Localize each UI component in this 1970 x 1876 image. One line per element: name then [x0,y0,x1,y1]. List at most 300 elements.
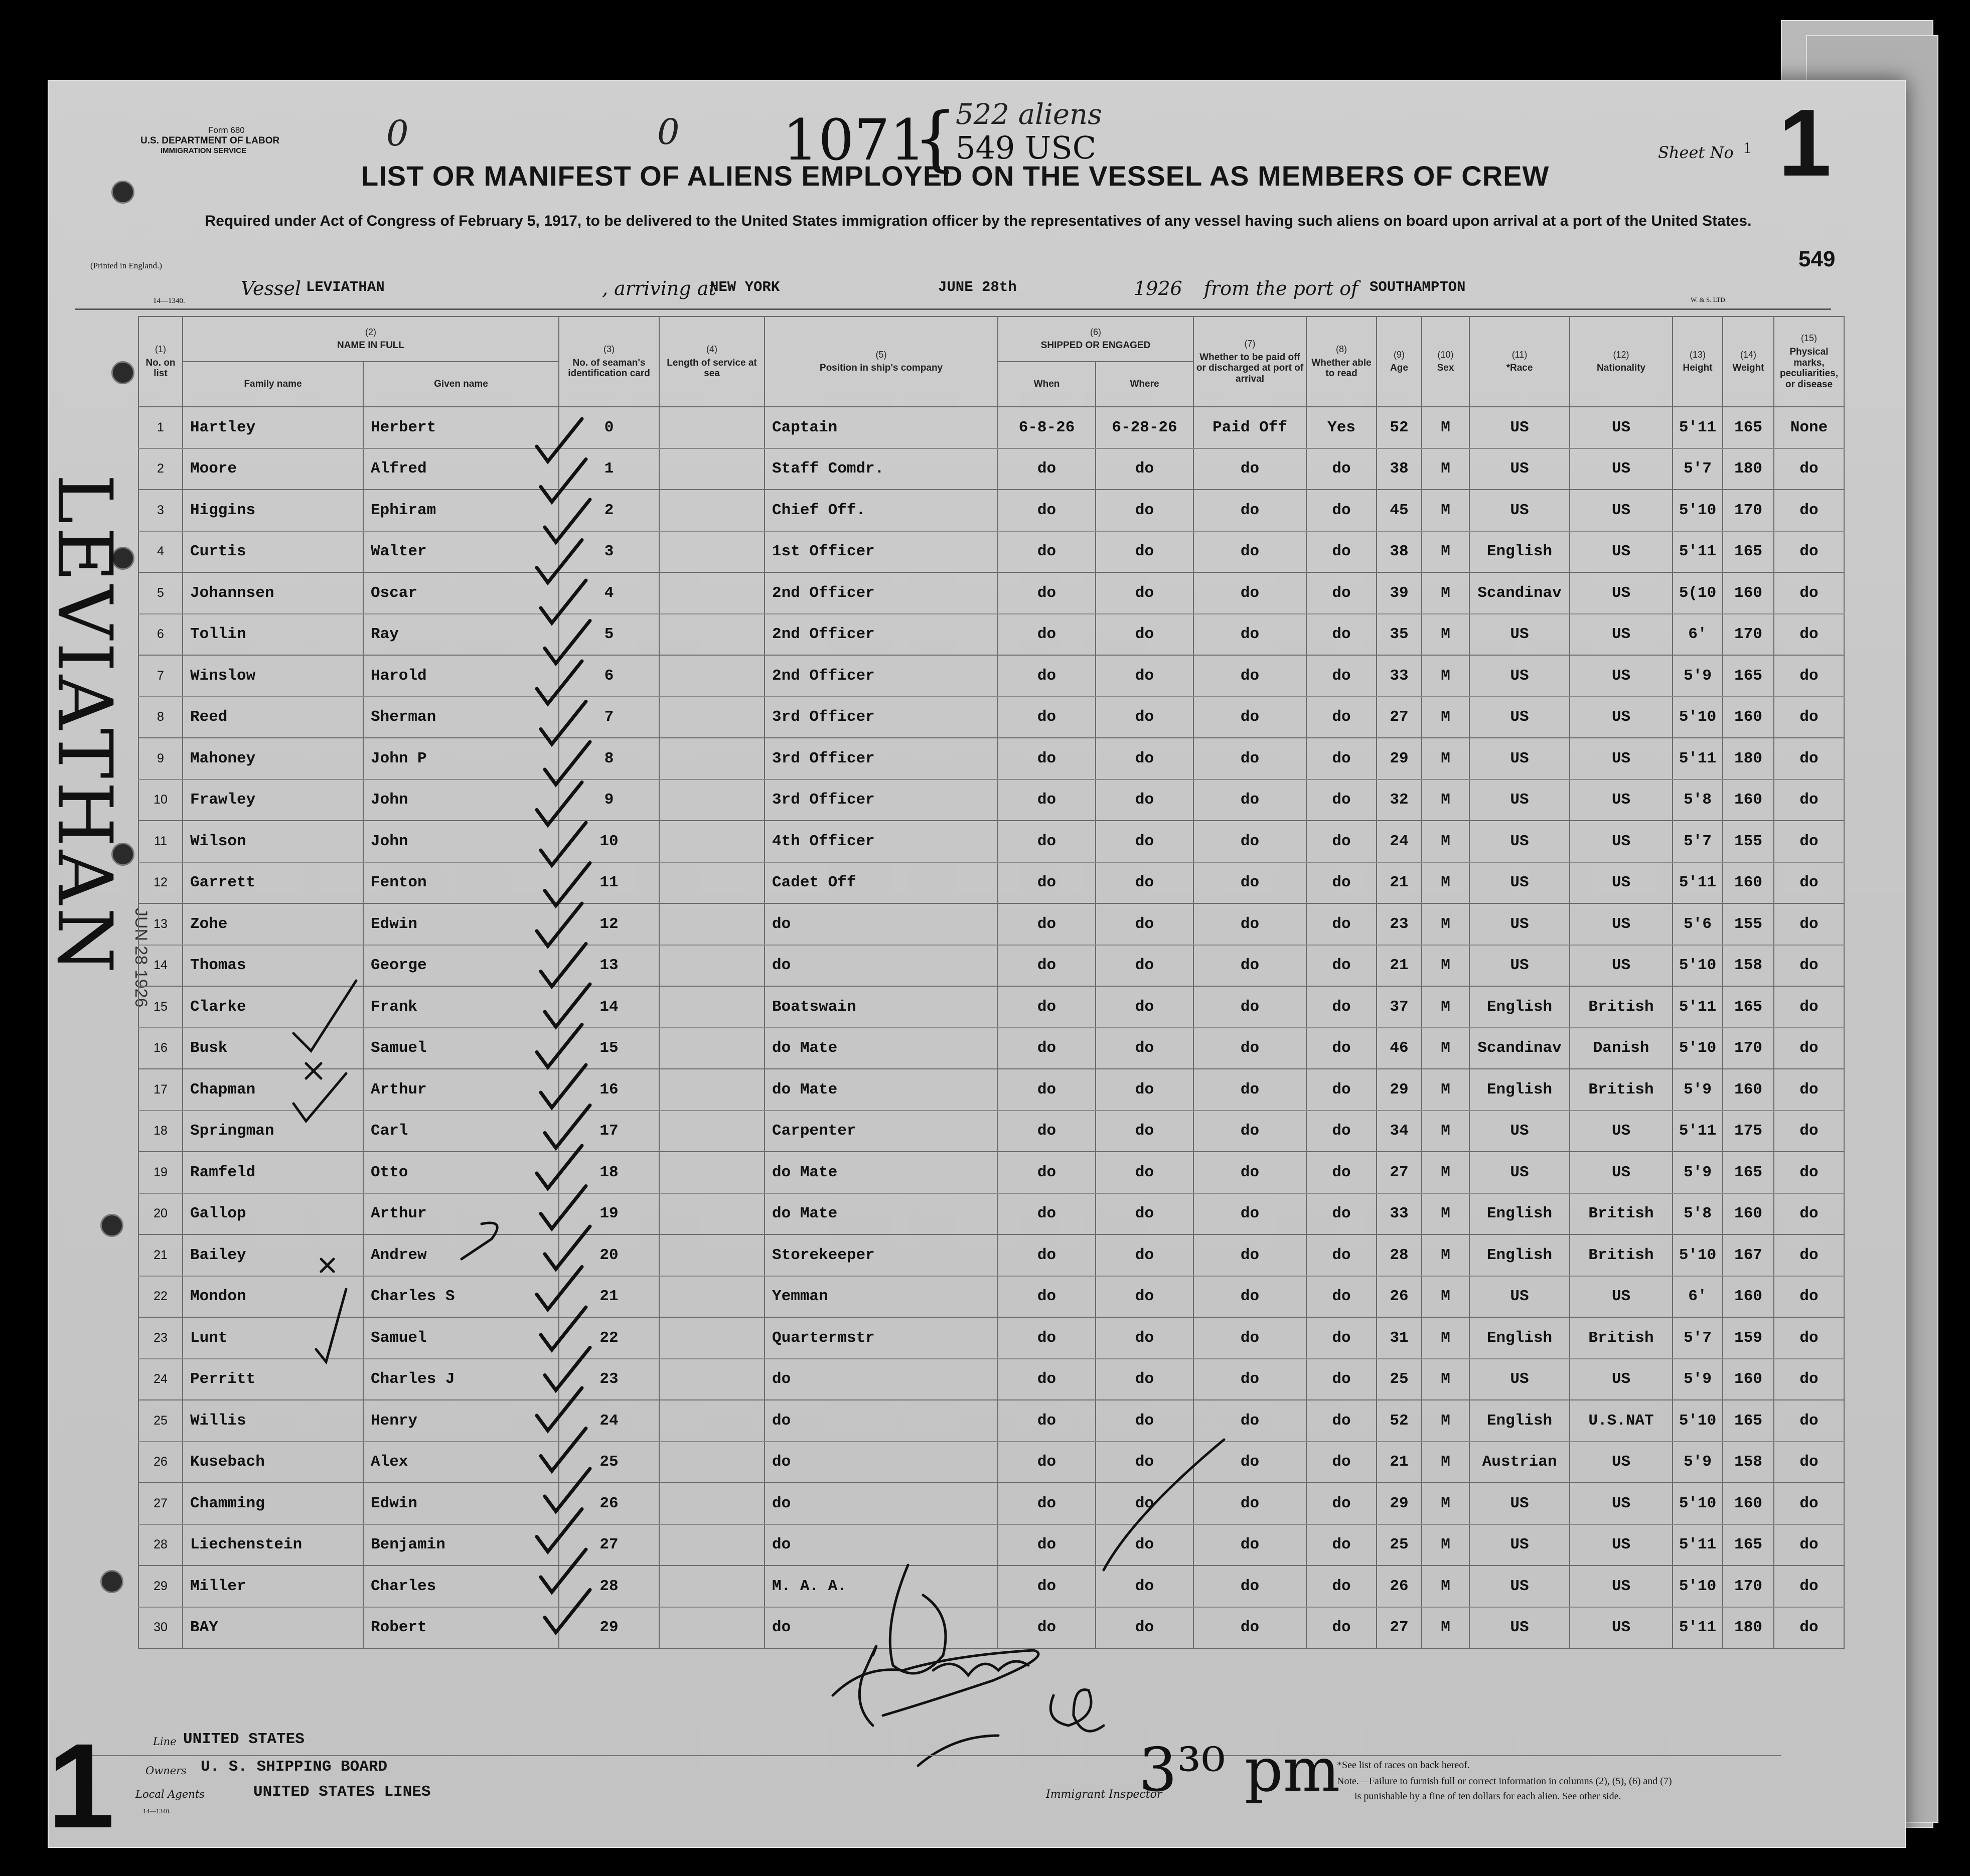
cell-family-name: Kusebach [183,1442,363,1483]
cell-paid-off: do [1193,1152,1306,1193]
cell-id-card-number: 6 [559,655,659,697]
cell-id-card-number: 17 [559,1111,659,1152]
cell-id-card-number: 29 [559,1607,659,1649]
cell-able-to-read: do [1306,1317,1377,1359]
cell-paid-off: do [1193,1483,1306,1524]
cell-sex: M [1422,1442,1469,1483]
page-title: LIST OR MANIFEST OF ALIENS EMPLOYED ON THE VESSEL AS MEMBERS OF CREW [361,160,1550,192]
cell-physical-marks: do [1774,1524,1844,1566]
cell-family-name: Ramfeld [183,1152,363,1193]
sheet-big-number: 1 [1778,90,1832,196]
cell-sex: M [1422,1111,1469,1152]
cell-shipped-when: do [998,1483,1096,1524]
cell-paid-off: do [1193,490,1306,531]
cell-row-number: 22 [138,1276,183,1318]
cell-physical-marks: do [1774,1566,1844,1607]
cell-race: US [1469,1607,1570,1649]
cell-length-of-service [659,986,765,1028]
cell-able-to-read: do [1306,1234,1377,1276]
cell-ship-position: Cadet Off [765,862,998,904]
cell-shipped-where: do [1096,738,1193,779]
cell-nationality: British [1570,1193,1673,1235]
cell-nationality: British [1570,1234,1673,1276]
agents-value: UNITED STATES LINES [253,1783,431,1801]
cell-id-card-number: 16 [559,1069,659,1111]
cell-height: 5'9 [1673,655,1723,697]
cell-family-name: Zohe [183,903,363,945]
table-row [138,407,1844,448]
cell-able-to-read: do [1306,738,1377,779]
col-header-sex: (10) Sex [1422,317,1469,407]
cell-weight: 160 [1723,697,1774,738]
cell-length-of-service [659,1111,765,1152]
cell-sex: M [1422,1276,1469,1318]
cell-row-number: 26 [138,1442,183,1483]
cell-weight: 165 [1723,1400,1774,1442]
col-header-position: (5) Position in ship's company [765,317,998,407]
cell-weight: 165 [1723,1152,1774,1193]
cell-weight: 180 [1723,738,1774,779]
cell-race: English [1469,1317,1570,1359]
cell-paid-off: do [1193,1317,1306,1359]
cell-given-name: Samuel [363,1028,559,1069]
cell-age: 29 [1377,738,1422,779]
cell-shipped-where: do [1096,821,1193,862]
page-code: 549 [1798,247,1836,271]
cell-family-name: Mahoney [183,738,363,779]
cell-length-of-service [659,1317,765,1359]
bottom-left-number: 1 [48,1718,115,1853]
cell-id-card-number: 7 [559,697,659,738]
cell-ship-position: Carpenter [765,1111,998,1152]
cell-id-card-number: 0 [559,407,659,448]
cell-paid-off: do [1193,1276,1306,1318]
cell-sex: M [1422,655,1469,697]
cell-shipped-when: do [998,1069,1096,1111]
cell-family-name: Garrett [183,862,363,904]
cell-weight: 175 [1723,1111,1774,1152]
cell-given-name: John P [363,738,559,779]
cell-sex: M [1422,945,1469,987]
cell-nationality: Danish [1570,1028,1673,1069]
cell-shipped-where: do [1096,1566,1193,1607]
table-row [138,1317,1844,1359]
cell-height: 5'11 [1673,407,1723,448]
table-row [138,1193,1844,1235]
punch-hole [100,1570,123,1593]
col-header-nationality: (12) Nationality [1570,317,1673,407]
cell-physical-marks: do [1774,531,1844,573]
cell-row-number: 2 [138,448,183,490]
cell-given-name: Arthur [363,1193,559,1235]
cell-shipped-where: do [1096,945,1193,987]
agents-label: Local Agents [135,1788,205,1800]
cell-length-of-service [659,779,765,821]
col-header-where: Where [1096,362,1193,407]
cell-family-name: Mondon [183,1276,363,1318]
cell-shipped-where: do [1096,655,1193,697]
cell-row-number: 23 [138,1317,183,1359]
cell-given-name: Ray [363,614,559,656]
cell-paid-off: do [1193,1607,1306,1649]
cell-nationality: US [1570,1152,1673,1193]
col-header-race: (11) *Race [1469,317,1570,407]
cell-physical-marks: do [1774,1442,1844,1483]
col-header-family-name: Family name [183,362,363,407]
cell-weight: 160 [1723,1193,1774,1235]
cell-row-number: 17 [138,1069,183,1111]
cell-paid-off: do [1193,1359,1306,1400]
table-row [138,1028,1844,1069]
cell-paid-off: do [1193,862,1306,904]
cell-row-number: 4 [138,531,183,573]
cell-able-to-read: do [1306,1400,1377,1442]
cell-shipped-where: do [1096,697,1193,738]
cell-age: 25 [1377,1359,1422,1400]
cell-family-name: Willis [183,1400,363,1442]
cell-family-name: Liechenstein [183,1524,363,1566]
cell-nationality: US [1570,531,1673,573]
cell-paid-off: do [1193,986,1306,1028]
cell-race: US [1469,945,1570,987]
cell-height: 5'11 [1673,1607,1723,1649]
cell-length-of-service [659,945,765,987]
cell-race: English [1469,1069,1570,1111]
cell-ship-position: 3rd Officer [765,738,998,779]
cell-weight: 165 [1723,655,1774,697]
punch-hole [111,361,134,384]
cell-shipped-when: do [998,697,1096,738]
cell-length-of-service [659,862,765,904]
arrival-date: JUNE 28th [938,279,1017,295]
cell-length-of-service [659,903,765,945]
cell-able-to-read: do [1306,1607,1377,1649]
cell-shipped-when: do [998,1607,1096,1649]
cell-paid-off: do [1193,821,1306,862]
owners-label: Owners [145,1765,187,1777]
cell-given-name: Charles J [363,1359,559,1400]
cell-row-number: 14 [138,945,183,987]
cell-age: 27 [1377,1152,1422,1193]
cell-sex: M [1422,1193,1469,1235]
table-row [138,1111,1844,1152]
cell-paid-off: do [1193,531,1306,573]
cell-sex: M [1422,1607,1469,1649]
cell-age: 21 [1377,1442,1422,1483]
cell-race: US [1469,821,1570,862]
table-row [138,779,1844,821]
cell-height: 5'11 [1673,531,1723,573]
cell-ship-position: Yemman [765,1276,998,1318]
form-code-top: 14—1340. [153,297,185,305]
cell-shipped-where: do [1096,614,1193,656]
col-header-paid-off: (7) Whether to be paid off or discharged at port of arrival [1193,317,1306,407]
cell-length-of-service [659,1152,765,1193]
cell-able-to-read: do [1306,821,1377,862]
cell-paid-off: do [1193,448,1306,490]
cell-shipped-when: do [998,655,1096,697]
table-row [138,1607,1844,1649]
cell-sex: M [1422,1400,1469,1442]
annotation-aliens: 522 aliens [956,98,1102,131]
cell-shipped-when: do [998,1152,1096,1193]
cell-shipped-when: do [998,1276,1096,1318]
col-header-card: (3) No. of seaman's identification card [559,317,659,407]
cell-shipped-when: do [998,862,1096,904]
cell-given-name: Herbert [363,407,559,448]
cell-family-name: Gallop [183,1193,363,1235]
cell-shipped-when: do [998,1111,1096,1152]
cell-physical-marks: do [1774,1359,1844,1400]
cell-able-to-read: do [1306,614,1377,656]
cell-nationality: US [1570,407,1673,448]
table-row [138,1069,1844,1111]
table-row [138,986,1844,1028]
cell-paid-off: do [1193,1234,1306,1276]
cell-age: 39 [1377,572,1422,614]
cell-family-name: Perritt [183,1359,363,1400]
cell-nationality: US [1570,572,1673,614]
cell-able-to-read: do [1306,1069,1377,1111]
cell-shipped-where: do [1096,1400,1193,1442]
cell-race: US [1469,862,1570,904]
cell-able-to-read: do [1306,448,1377,490]
cell-nationality: British [1570,1317,1673,1359]
cell-id-card-number: 22 [559,1317,659,1359]
cell-age: 26 [1377,1566,1422,1607]
annotation-zero-left: 0 [386,113,409,154]
col-header-when: When [998,362,1096,407]
cell-sex: M [1422,1152,1469,1193]
punch-hole [111,181,134,204]
table-row [138,655,1844,697]
cell-paid-off: do [1193,572,1306,614]
annotation-total: 1071 [783,108,926,173]
cell-family-name: Moore [183,448,363,490]
cell-length-of-service [659,738,765,779]
cell-race: US [1469,407,1570,448]
cell-paid-off: do [1193,655,1306,697]
cell-weight: 170 [1723,1028,1774,1069]
cell-nationality: US [1570,1442,1673,1483]
cell-age: 38 [1377,531,1422,573]
cell-length-of-service [659,1442,765,1483]
cell-age: 21 [1377,862,1422,904]
cell-ship-position: do [765,945,998,987]
cell-ship-position: do Mate [765,1193,998,1235]
cell-family-name: Thomas [183,945,363,987]
form-number: Form 680 [208,125,245,135]
cell-physical-marks: None [1774,407,1844,448]
table-row [138,1483,1844,1524]
cell-length-of-service [659,1566,765,1607]
cell-age: 27 [1377,1607,1422,1649]
sheet-label: Sheet No [1658,143,1734,162]
vessel-name: LEVIATHAN [306,279,385,295]
header-rule [75,308,1831,310]
cell-row-number: 10 [138,779,183,821]
cell-age: 35 [1377,614,1422,656]
cell-physical-marks: do [1774,1069,1844,1111]
side-ship-name: LEVIATHAN [41,474,128,977]
cell-nationality: US [1570,448,1673,490]
cell-sex: M [1422,614,1469,656]
cell-physical-marks: do [1774,903,1844,945]
cell-height: 6' [1673,1276,1723,1318]
cell-shipped-where: do [1096,1234,1193,1276]
cell-race: US [1469,738,1570,779]
arrival-year: 1926 [1134,277,1182,299]
cell-race: US [1469,1483,1570,1524]
cell-physical-marks: do [1774,1276,1844,1318]
cell-nationality: US [1570,862,1673,904]
table-row [138,738,1844,779]
cell-physical-marks: do [1774,862,1844,904]
cell-shipped-where: do [1096,1483,1193,1524]
cell-sex: M [1422,407,1469,448]
cell-shipped-where: do [1096,862,1193,904]
annotation-usc: 549 USC [956,129,1097,166]
cell-ship-position: Staff Comdr. [765,448,998,490]
cell-sex: M [1422,1028,1469,1069]
table-row [138,697,1844,738]
cell-row-number: 21 [138,1234,183,1276]
cell-able-to-read: do [1306,1566,1377,1607]
cell-shipped-where: do [1096,1069,1193,1111]
cell-height: 5'11 [1673,738,1723,779]
cell-id-card-number: 2 [559,490,659,531]
cell-shipped-where: do [1096,572,1193,614]
cell-height: 5'7 [1673,448,1723,490]
cell-able-to-read: do [1306,986,1377,1028]
cell-given-name: Harold [363,655,559,697]
cell-physical-marks: do [1774,1234,1844,1276]
cell-physical-marks: do [1774,1400,1844,1442]
cell-family-name: Lunt [183,1317,363,1359]
cell-paid-off: do [1193,1111,1306,1152]
cell-age: 27 [1377,697,1422,738]
col-header-number: (1) No. on list [138,317,183,407]
cell-family-name: Higgins [183,490,363,531]
cell-able-to-read: do [1306,1359,1377,1400]
cell-weight: 160 [1723,1276,1774,1318]
cell-given-name: Edwin [363,1483,559,1524]
cell-length-of-service [659,1359,765,1400]
cell-length-of-service [659,1524,765,1566]
cell-height: 5'11 [1673,1111,1723,1152]
cell-height: 5'10 [1673,1483,1723,1524]
cell-paid-off: do [1193,1524,1306,1566]
table-row [138,945,1844,987]
cell-age: 31 [1377,1317,1422,1359]
cell-height: 5'6 [1673,903,1723,945]
cell-length-of-service [659,572,765,614]
cell-race: US [1469,1276,1570,1318]
cell-able-to-read: do [1306,531,1377,573]
cell-sex: M [1422,1069,1469,1111]
cell-able-to-read: Yes [1306,407,1377,448]
cell-weight: 167 [1723,1234,1774,1276]
cell-shipped-where: do [1096,903,1193,945]
cell-ship-position: Chief Off. [765,490,998,531]
col-header-age: (9) Age [1377,317,1422,407]
cell-nationality: US [1570,1276,1673,1318]
cell-row-number: 5 [138,572,183,614]
cell-physical-marks: do [1774,779,1844,821]
cell-shipped-when: do [998,1400,1096,1442]
cell-id-card-number: 10 [559,821,659,862]
cell-paid-off: do [1193,779,1306,821]
cell-age: 29 [1377,1069,1422,1111]
cell-ship-position: do [765,1483,998,1524]
cell-family-name: Curtis [183,531,363,573]
cell-family-name: Chapman [183,1069,363,1111]
cell-ship-position: 2nd Officer [765,655,998,697]
cell-physical-marks: do [1774,821,1844,862]
cell-height: 5'7 [1673,821,1723,862]
cell-weight: 170 [1723,614,1774,656]
cell-physical-marks: do [1774,572,1844,614]
printer-mark: W. & S. LTD. [1691,296,1727,303]
cell-height: 5'9 [1673,1152,1723,1193]
cell-shipped-when: do [998,531,1096,573]
cell-physical-marks: do [1774,945,1844,987]
cell-family-name: Busk [183,1028,363,1069]
cell-length-of-service [659,531,765,573]
cell-physical-marks: do [1774,1607,1844,1649]
cell-weight: 160 [1723,1069,1774,1111]
cell-length-of-service [659,655,765,697]
cell-given-name: Frank [363,986,559,1028]
cell-id-card-number: 28 [559,1566,659,1607]
cell-weight: 155 [1723,821,1774,862]
cell-sex: M [1422,986,1469,1028]
cell-weight: 170 [1723,1566,1774,1607]
cell-race: US [1469,448,1570,490]
cell-weight: 165 [1723,986,1774,1028]
cell-weight: 170 [1723,490,1774,531]
cell-shipped-when: do [998,945,1096,987]
cell-able-to-read: do [1306,1111,1377,1152]
cell-height: 5'10 [1673,1028,1723,1069]
cell-paid-off: Paid Off [1193,407,1306,448]
cell-race: US [1469,1524,1570,1566]
arriving-label: , arriving at [602,277,716,299]
cell-able-to-read: do [1306,903,1377,945]
cell-race: US [1469,614,1570,656]
cell-shipped-when: do [998,1566,1096,1607]
cell-able-to-read: do [1306,697,1377,738]
cell-row-number: 7 [138,655,183,697]
table-row [138,1276,1844,1318]
cell-row-number: 25 [138,1400,183,1442]
cell-shipped-where: do [1096,1359,1193,1400]
table-row [138,821,1844,862]
cell-height: 5'8 [1673,1193,1723,1235]
cell-physical-marks: do [1774,697,1844,738]
cell-shipped-when: do [998,1317,1096,1359]
cell-race: English [1469,1193,1570,1235]
cell-sex: M [1422,531,1469,573]
cell-sex: M [1422,1483,1469,1524]
cell-height: 5'10 [1673,1400,1723,1442]
annotation-zero-right: 0 [657,111,680,152]
cell-ship-position: 1st Officer [765,531,998,573]
cell-ship-position: do [765,903,998,945]
cell-ship-position: do [765,1442,998,1483]
cell-shipped-where: do [1096,490,1193,531]
cell-weight: 158 [1723,945,1774,987]
